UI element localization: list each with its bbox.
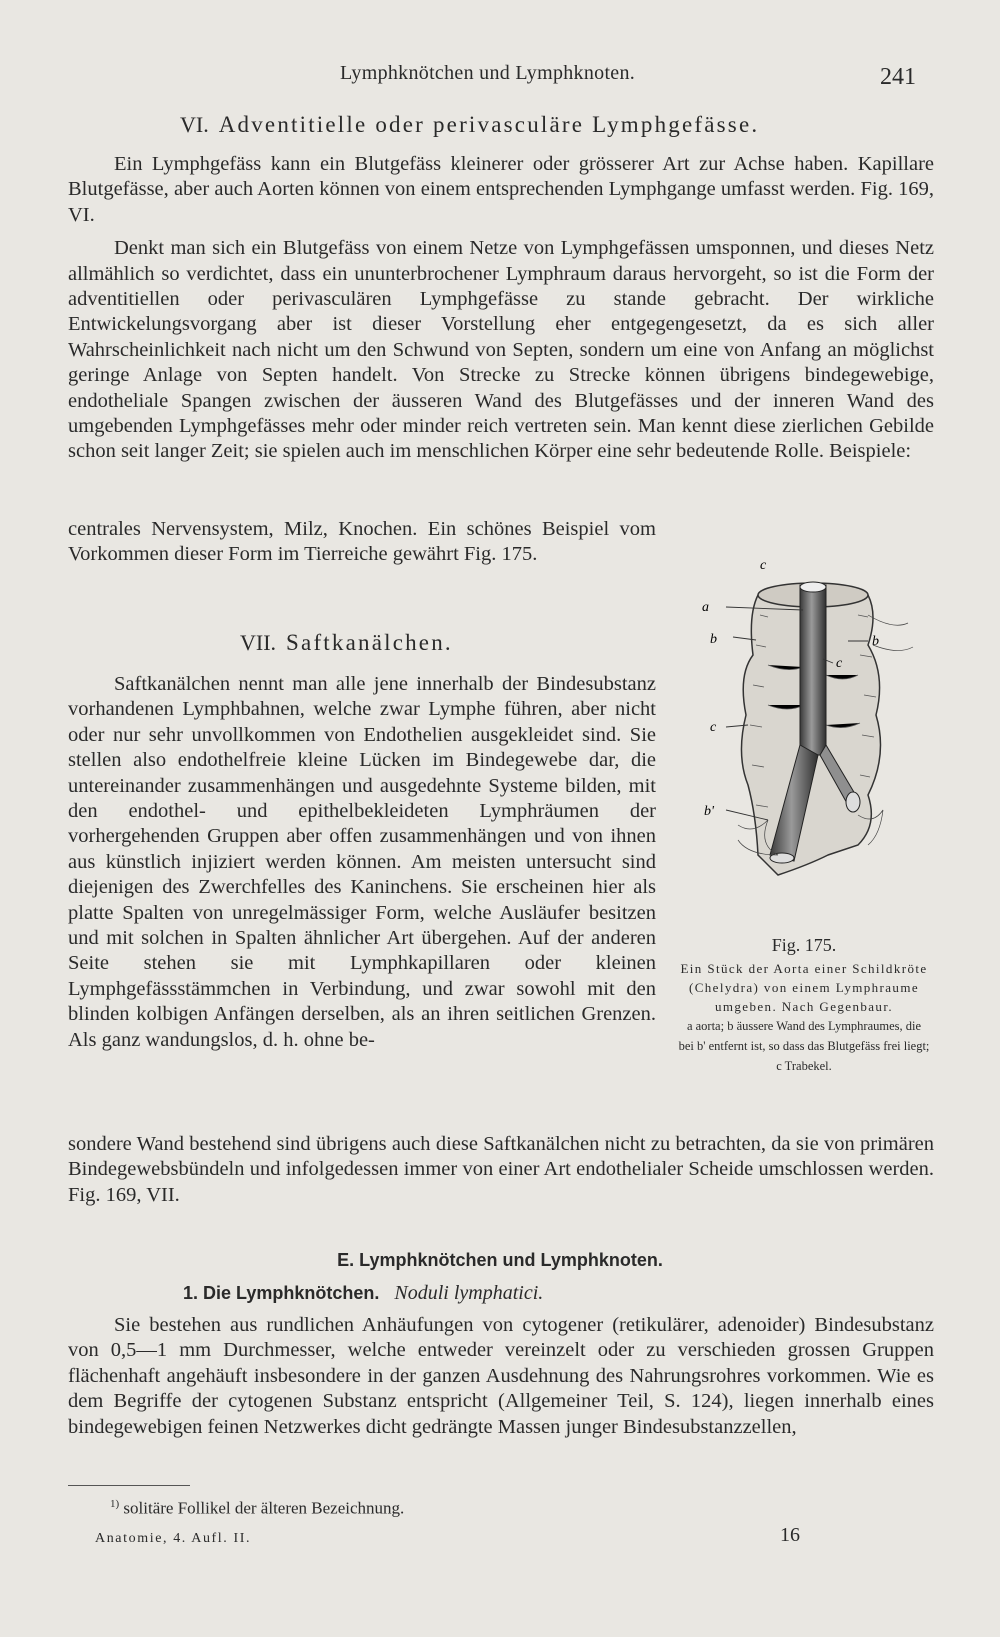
section-vii-paragraph: Saftkanälchen nennt man alle jene innerhalb der Bindesubstanz vorhandenen Lymphbahnen, welche zwar Lymphe führen, aber nicht oder nur sehr unvollkommen von Endothelien ausgekleidet sind. Sie stellen also endothelfreie kleine Lücken im Bindegewebe dar, die untereinander zusammenhängen und ausgedehnte Systeme bilden, mit den endothel- und epithelbekleideten Lymphräumen der vorhergehenden Gruppen aber offen zusammenhängen und von ihnen aus künstlich injiziert werden können. Am meisten untersucht sind diejenigen des Zwerchfelles des Kaninchens. Sie erscheinen hier als platte Spalten von unregelmässiger Form, welche Ausläufer besitzen und mit solchen in Spalten ähnlicher Art übergehen. Auf der anderen Seite stehen sie mit Lymphkapillaren oder kleinen Lymphgefässstämmchen in Verbindung, und zwar sowohl mit den blinden kolbigen Anfängen derselben, als an ihren seitlichen Grenzen. Als ganz wandungslos, d. h. ohne be- [68,673,656,1051]
section-vi-body [68,152,934,465]
page-number: 241 [880,64,916,90]
section-vi-paragraph-1: Ein Lymphgefäss kann ein Blutgefäss kleinerer oder grösserer Art zur Achse haben. Kapillare Blutgefässe, aber auch Aorten können von einem entsprechenden Lymphgange umfasst werden. Fig. 169, VI. [68,153,934,226]
section-vi-title: Adventitielle oder perivasculäre Lymphgefässe. [218,112,760,137]
section-vi-heading [180,112,759,138]
sheet-number: 16 [780,1524,800,1546]
section-e-paragraph: Sie bestehen aus rundlichen Anhäufungen von cytogener (retikulärer, adenoider) Bindesubstanz von 0,5—1 mm Durchmesser, welche entweder vereinzelt oder zu verschieden grossen Gruppen flächenhaft angehäuft insbesondere in der ganzen Ausdehnung des Nahrungsrohres vorkommen. Wie es dem Begriffe der cytogenen Substanz entspricht (Allgemeiner Teil, S. 124), liegen innerhalb eines bindegewebigen feinen Netzwerkes dicht gedrängte Massen junger Bindesubstanzzellen, [68,1314,934,1438]
section-e-heading: E. Lymphknötchen und Lymphknoten. [337,1250,663,1270]
figure-caption-legend: a aorta; b äussere Wand des Lymphraumes, die bei b' entfernt ist, so dass das Blutgefäss frei liegt; c Trabekel. [678,1019,930,1073]
figure-label-b-left: b [710,632,717,647]
figure-175-caption [678,936,930,1076]
section-vii-title: Saftkanälchen. [286,630,453,655]
section-vi-roman: VI. [180,112,209,137]
figure-label-a: a [702,600,709,615]
section-vi-paragraph-2-cont: centrales Nervensystem, Milz, Knochen. Ein schönes Beispiel vom Vorkommen dieser Form im Tierreiche gewährt Fig. 175. [68,518,656,566]
footnote [110,1498,404,1519]
section-vii-heading [240,630,453,656]
footnote-text: solitäre Follikel der älteren Bezeichnung. [123,1498,405,1518]
footnote-mark: 1) [110,1498,120,1510]
subsection-number: 1. [183,1283,199,1303]
figure-label-c-top: c [760,558,767,573]
section-vii-roman: VII. [240,630,277,655]
running-head: Lymphknötchen und Lymphknoten. [340,62,636,84]
subsection-latin-title: Noduli lymphatici. [394,1282,544,1304]
figure-175-illustration [702,555,948,910]
footnote-rule [68,1485,190,1486]
figure-label-c-left: c [710,720,717,735]
section-vii-body-narrow [68,672,656,1053]
section-vi-paragraph-2: Denkt man sich ein Blutgefäss von einem Netze von Lymphgefässen umsponnen, und dieses Netz allmählich so verdichtet, dass ein ununterbrochener Lymphraum daraus hervorgeht, so ist die Form der adventitiellen oder perivasculären Lymphgefässe zu stande gebracht. Der wirkliche Entwickelungsvorgang aber ist dieser Vorstellung eher entgegengesetzt, da es sich aller Wahrscheinlichkeit nach nicht um den Schwund von Septen, sondern um eine von Anfang an möglichst geringe Anlage von Septen handelt. Von Strecke zu Strecke können übrigens bindegewebige, endotheliale Spangen zwischen der äusseren Wand des Blutgefässes und der inneren Wand des umgebenden Lymphgefässes mehr oder minder reich vertreten sein. Man kennt diese zierlichen Gebilde schon seit langer Zeit; sie spielen auch im menschlichen Körper eine sehr bedeutende Rolle. Beispiele: [68,237,934,463]
figure-label-b-right: b [872,634,879,649]
printer-signature: Anatomie, 4. Aufl. II. [95,1531,252,1546]
subsection-title: Die Lymphknötchen. [203,1283,380,1303]
figure-label-c-right: c [836,656,843,671]
section-e-body [68,1313,934,1440]
figure-label-b-prime: b' [704,804,714,819]
subsection-heading [183,1282,543,1305]
figure-caption-text: Ein Stück der Aorta einer Schildkröte (Chelydra) von einem Lymphraume umgeben. Nach Gegenbaur. [680,961,928,1014]
figure-number: Fig. 175. [771,935,837,955]
section-vii-body-wide [68,1132,934,1208]
section-vi-body-narrow [68,517,656,568]
section-vii-paragraph-cont: sondere Wand bestehend sind übrigens auch diese Saftkanälchen nicht zu betrachten, da sie von primären Bindegewebsbündeln und infolgedessen immer von einer Art endothelialer Scheide umschlossen werden. Fig. 169, VII. [68,1133,934,1206]
